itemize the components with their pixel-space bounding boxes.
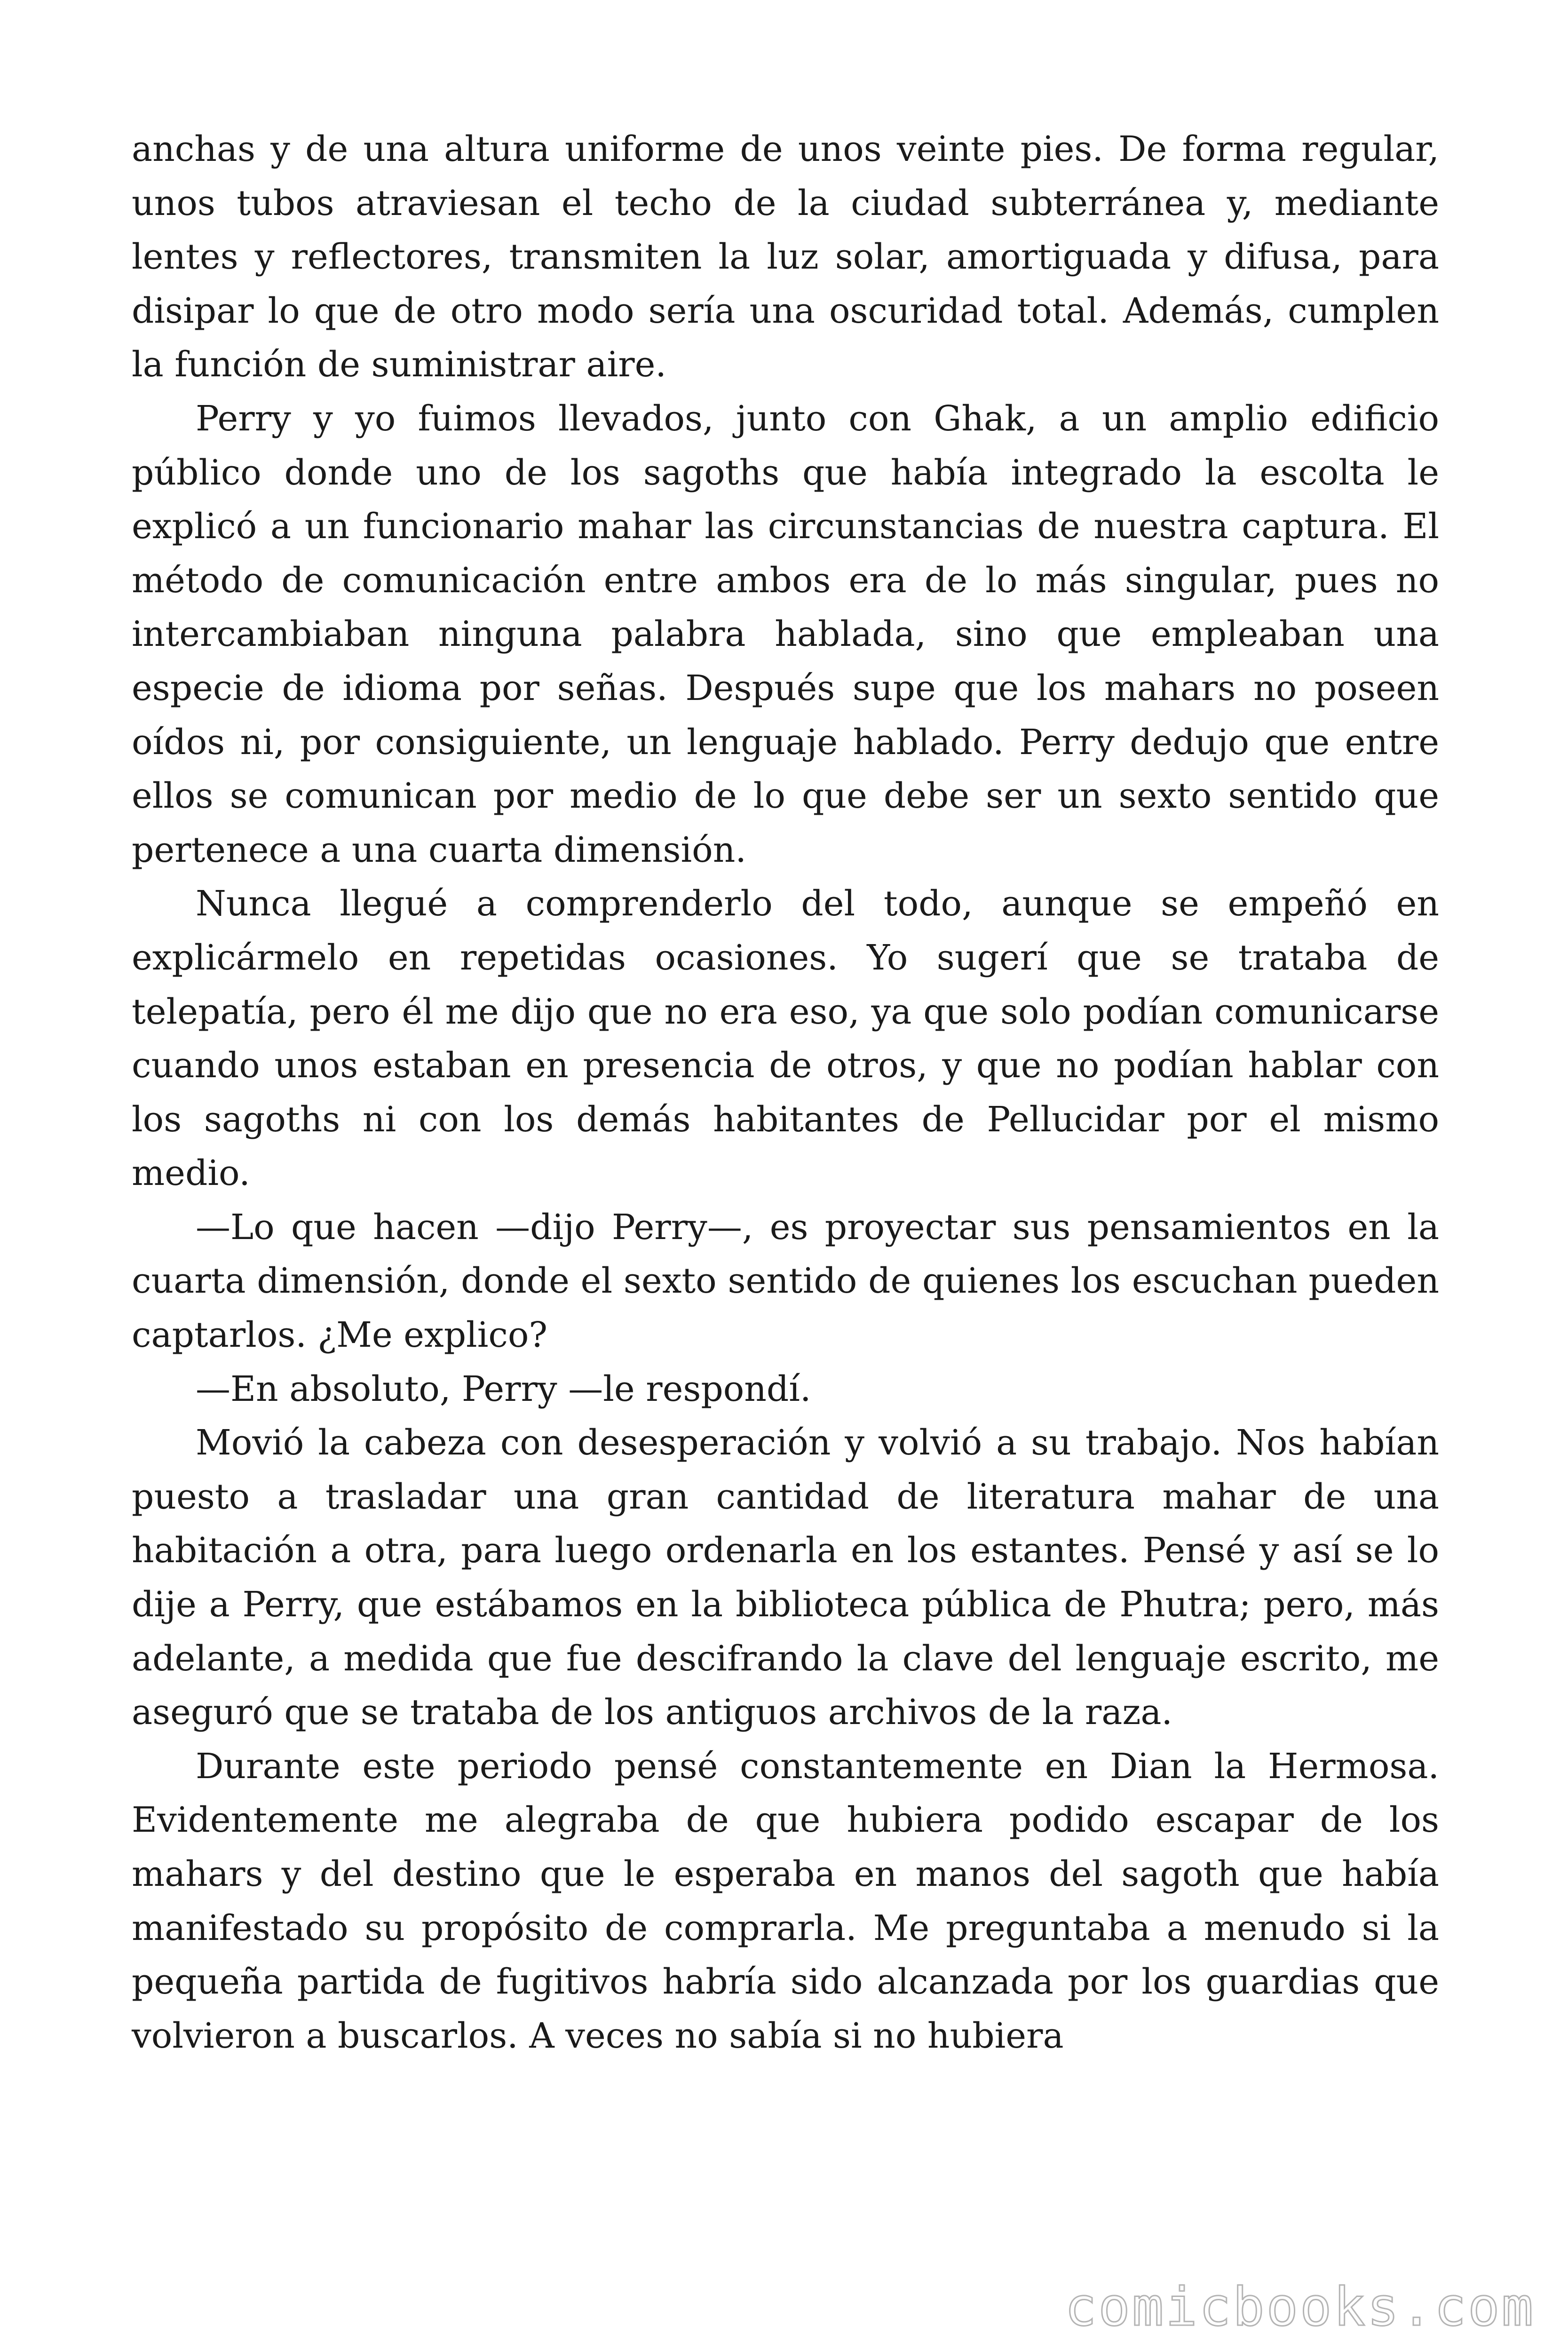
paragraph-3: Nunca llegué a comprenderlo del todo, aunque se empeñó en explicármelo en repetidas ocasiones. Yo sugerí que se trataba de telepatía, pero él me dijo que no era eso, ya que solo podían comunicarse cuando unos estaban en presencia de otros, y que no podían hablar con los sagoths ni con los demás habitantes de Pellucidar por el mismo medio. [132, 883, 1439, 1194]
paragraph-5: —En absoluto, Perry —le respondí. [196, 1368, 811, 1409]
book-page-text [132, 122, 1439, 2063]
paragraph-4: —Lo que hacen —dijo Perry—, es proyectar sus pensamientos en la cuarta dimensión, donde el sexto sentido de quienes los escuchan pueden captarlos. ¿Me explico? [132, 1207, 1439, 1356]
paragraph-1: anchas y de una altura uniforme de unos veinte pies. De forma regular, unos tubos atraviesan el techo de la ciudad subterránea y, mediante lentes y reflectores, transmiten la luz solar, amortiguada y difusa, para disipar lo que de otro modo sería una oscuridad total. Además, cumplen la función de suministrar aire. [132, 129, 1439, 385]
paragraph-7: Durante este periodo pensé constantemente en Dian la Hermosa. Evidentemente me alegraba de que hubiera podido escapar de los mahars y del destino que le esperaba en manos del sagoth que había manifestado su propósito de comprarla. Me preguntaba a menudo si la pequeña partida de fugitivos habría sido alcanzada por los guardias que volvieron a buscarlos. A veces no sabía si no hubiera [132, 1746, 1439, 2056]
watermark: comicbooks.com [1064, 2277, 1535, 2338]
paragraph-2: Perry y yo fuimos llevados, junto con Ghak, a un amplio edificio público donde uno de los sagoths que había integrado la escolta le explicó a un funcionario mahar las circunstancias de nuestra captura. El método de comunicación entre ambos era de lo más singular, pues no intercambiaban ninguna palabra hablada, sino que empleaban una especie de idioma por señas. Después supe que los mahars no poseen oídos ni, por consiguiente, un lenguaje hablado. Perry dedujo que entre ellos se comunican por medio de lo que debe ser un sexto sentido que pertenece a una cuarta dimensión. [132, 398, 1439, 870]
paragraph-6: Movió la cabeza con desesperación y volvió a su trabajo. Nos habían puesto a trasladar una gran cantidad de literatura mahar de una habitación a otra, para luego ordenarla en los estantes. Pensé y así se lo dije a Perry, que estábamos en la biblioteca pública de Phutra; pero, más adelante, a medida que fue descifrando la clave del lenguaje escrito, me aseguró que se trataba de los antiguos archivos de la raza. [132, 1422, 1439, 1733]
